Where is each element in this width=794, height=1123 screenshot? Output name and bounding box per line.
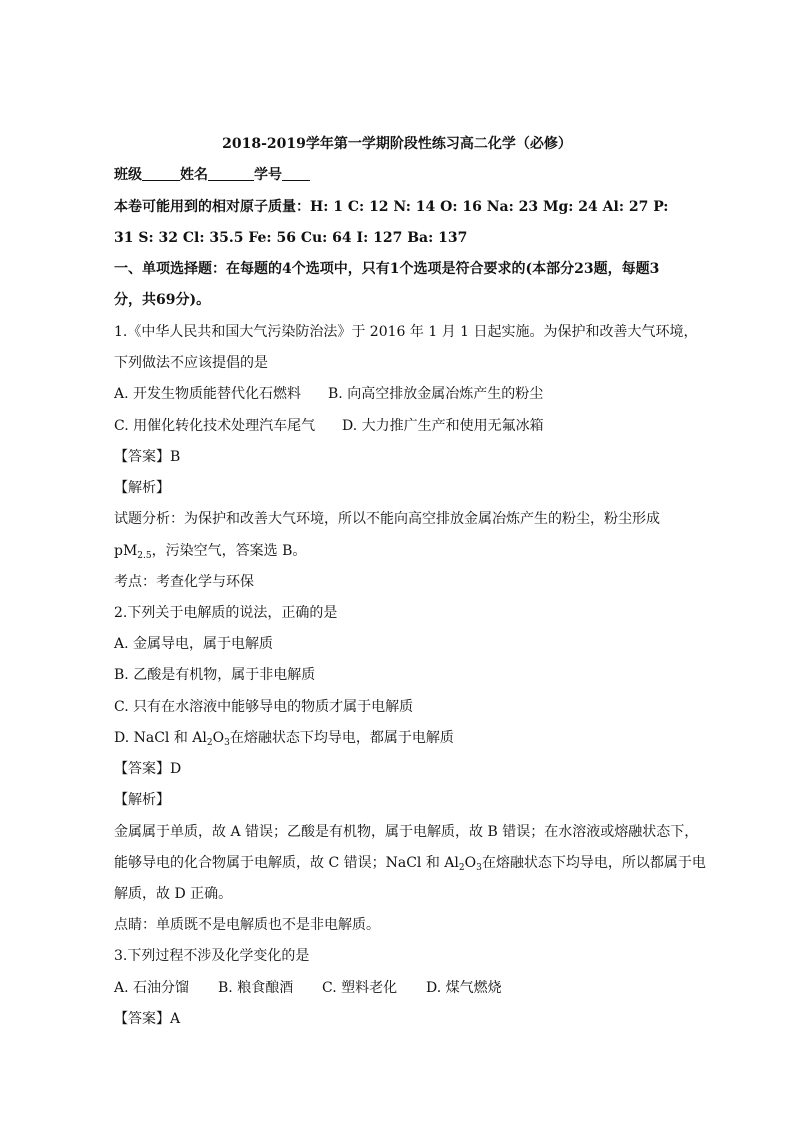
q1-analysis-pm: pM — [114, 543, 138, 559]
section-heading-line-2: 分，共69分)。 — [114, 292, 211, 308]
q1-options-row-1 — [114, 385, 694, 403]
q1-option-c: C. 用催化转化技术处理汽车尾气 — [114, 418, 316, 434]
name-blank — [208, 166, 254, 181]
q1-stem-line-2: 下列做法不应该提倡的是 — [114, 355, 268, 371]
q1-analysis-rest: ，污染空气，答案选 B。 — [151, 543, 307, 559]
q2-option-d-part-3: 在熔融状态下均导电，都属于电解质 — [229, 730, 454, 746]
q2-analysis-subscript-2: 3 — [476, 863, 482, 873]
q3-option-a: A. 石油分馏 — [114, 980, 190, 996]
q3-option-d: D. 煤气燃烧 — [426, 980, 502, 996]
q1-analysis-pm-subscript: 2.5 — [137, 551, 152, 561]
q3-stem: 3.下列过程不涉及化学变化的是 — [114, 948, 310, 964]
q1-analysis-line-1: 试题分析：为保护和改善大气环境，所以不能向高空排放金属冶炼产生的粉尘，粉尘形成 — [114, 511, 660, 527]
id-label: 学号 — [254, 167, 282, 183]
q2-answer: 【答案】D — [114, 761, 182, 777]
q3-answer: 【答案】A — [114, 1011, 181, 1027]
q1-option-a: A. 开发生物质能替代化石燃料 — [114, 386, 302, 402]
q2-analysis-line-2-part-3: 在熔融状态下均导电，所以都属于电 — [481, 855, 706, 871]
q3-options-row — [114, 979, 694, 997]
q1-option-d: D. 大力推广生产和使用无氟冰箱 — [342, 418, 544, 434]
section-heading-line-1: 一、单项选择题：在每题的4个选项中，只有1个选项是符合要求的(本部分23题，每题3 — [114, 261, 660, 277]
q2-option-a: A. 金属导电，属于电解质 — [114, 636, 274, 652]
q2-option-d — [114, 729, 694, 752]
q2-option-d-subscript-1: 2 — [206, 738, 213, 748]
q2-stem: 2.下列关于电解质的说法，正确的是 — [114, 605, 338, 621]
q1-answer: 【答案】B — [114, 449, 181, 465]
q1-options-row-2 — [114, 417, 694, 435]
q2-option-c: C. 只有在水溶液中能够导电的物质才属于电解质 — [114, 699, 414, 715]
class-label: 班级 — [114, 167, 142, 183]
student-info-line — [114, 166, 694, 184]
q2-analysis-line-1: 金属属于单质，故 A 错误；乙酸是有机物，属于电解质，故 B 错误；在水溶液或熔融状态下， — [114, 824, 699, 840]
q2-analysis-label: 【解析】 — [114, 792, 170, 808]
q1-analysis-line-2 — [114, 542, 694, 565]
atomic-mass-line-2: 31 S: 32 Cl: 35.5 Fe: 56 Cu: 64 I: 127 Ba: 137 — [114, 230, 468, 246]
q3-option-b: B. 粮食酿酒 — [218, 980, 294, 996]
page-title: 2018-2019学年第一学期阶段性练习高二化学（必修） — [222, 136, 572, 152]
id-blank — [282, 166, 310, 181]
class-blank — [142, 166, 180, 181]
q2-analysis-line-3: 解质，故 D 正确。 — [114, 886, 233, 902]
name-label: 姓名 — [180, 167, 208, 183]
q2-option-b: B. 乙酸是有机物，属于非电解质 — [114, 667, 316, 683]
q2-analysis-line-2-part-1: 能够导电的化合物属于电解质，故 C 错误；NaCl 和 Al — [114, 855, 459, 871]
q1-stem-line-1: 1.《中华人民共和国大气污染防治法》于 2016 年 1 月 1 日起实施。为保护和改善大气环境， — [114, 324, 698, 340]
q2-option-d-part-1: D. NaCl 和 Al — [114, 730, 207, 746]
q1-analysis-label: 【解析】 — [114, 480, 170, 496]
q2-option-d-subscript-2: 3 — [224, 738, 230, 748]
q2-option-d-part-2: O — [212, 730, 225, 746]
q3-option-c: C. 塑料老化 — [322, 980, 398, 996]
q2-analysis-line-2-part-2: O — [464, 855, 477, 871]
q2-point: 点睛：单质既不是电解质也不是非电解质。 — [114, 917, 380, 933]
q2-analysis-line-2 — [114, 854, 706, 877]
q1-point: 考点：考查化学与环保 — [114, 574, 254, 590]
atomic-mass-line-1: 本卷可能用到的相对原子质量：H: 1 C: 12 N: 14 O: 16 Na: 23 Mg: 24 Al: 27 P: — [114, 199, 669, 215]
q2-analysis-subscript-1: 2 — [458, 863, 465, 873]
q1-option-b: B. 向高空排放金属冶炼产生的粉尘 — [328, 386, 544, 402]
